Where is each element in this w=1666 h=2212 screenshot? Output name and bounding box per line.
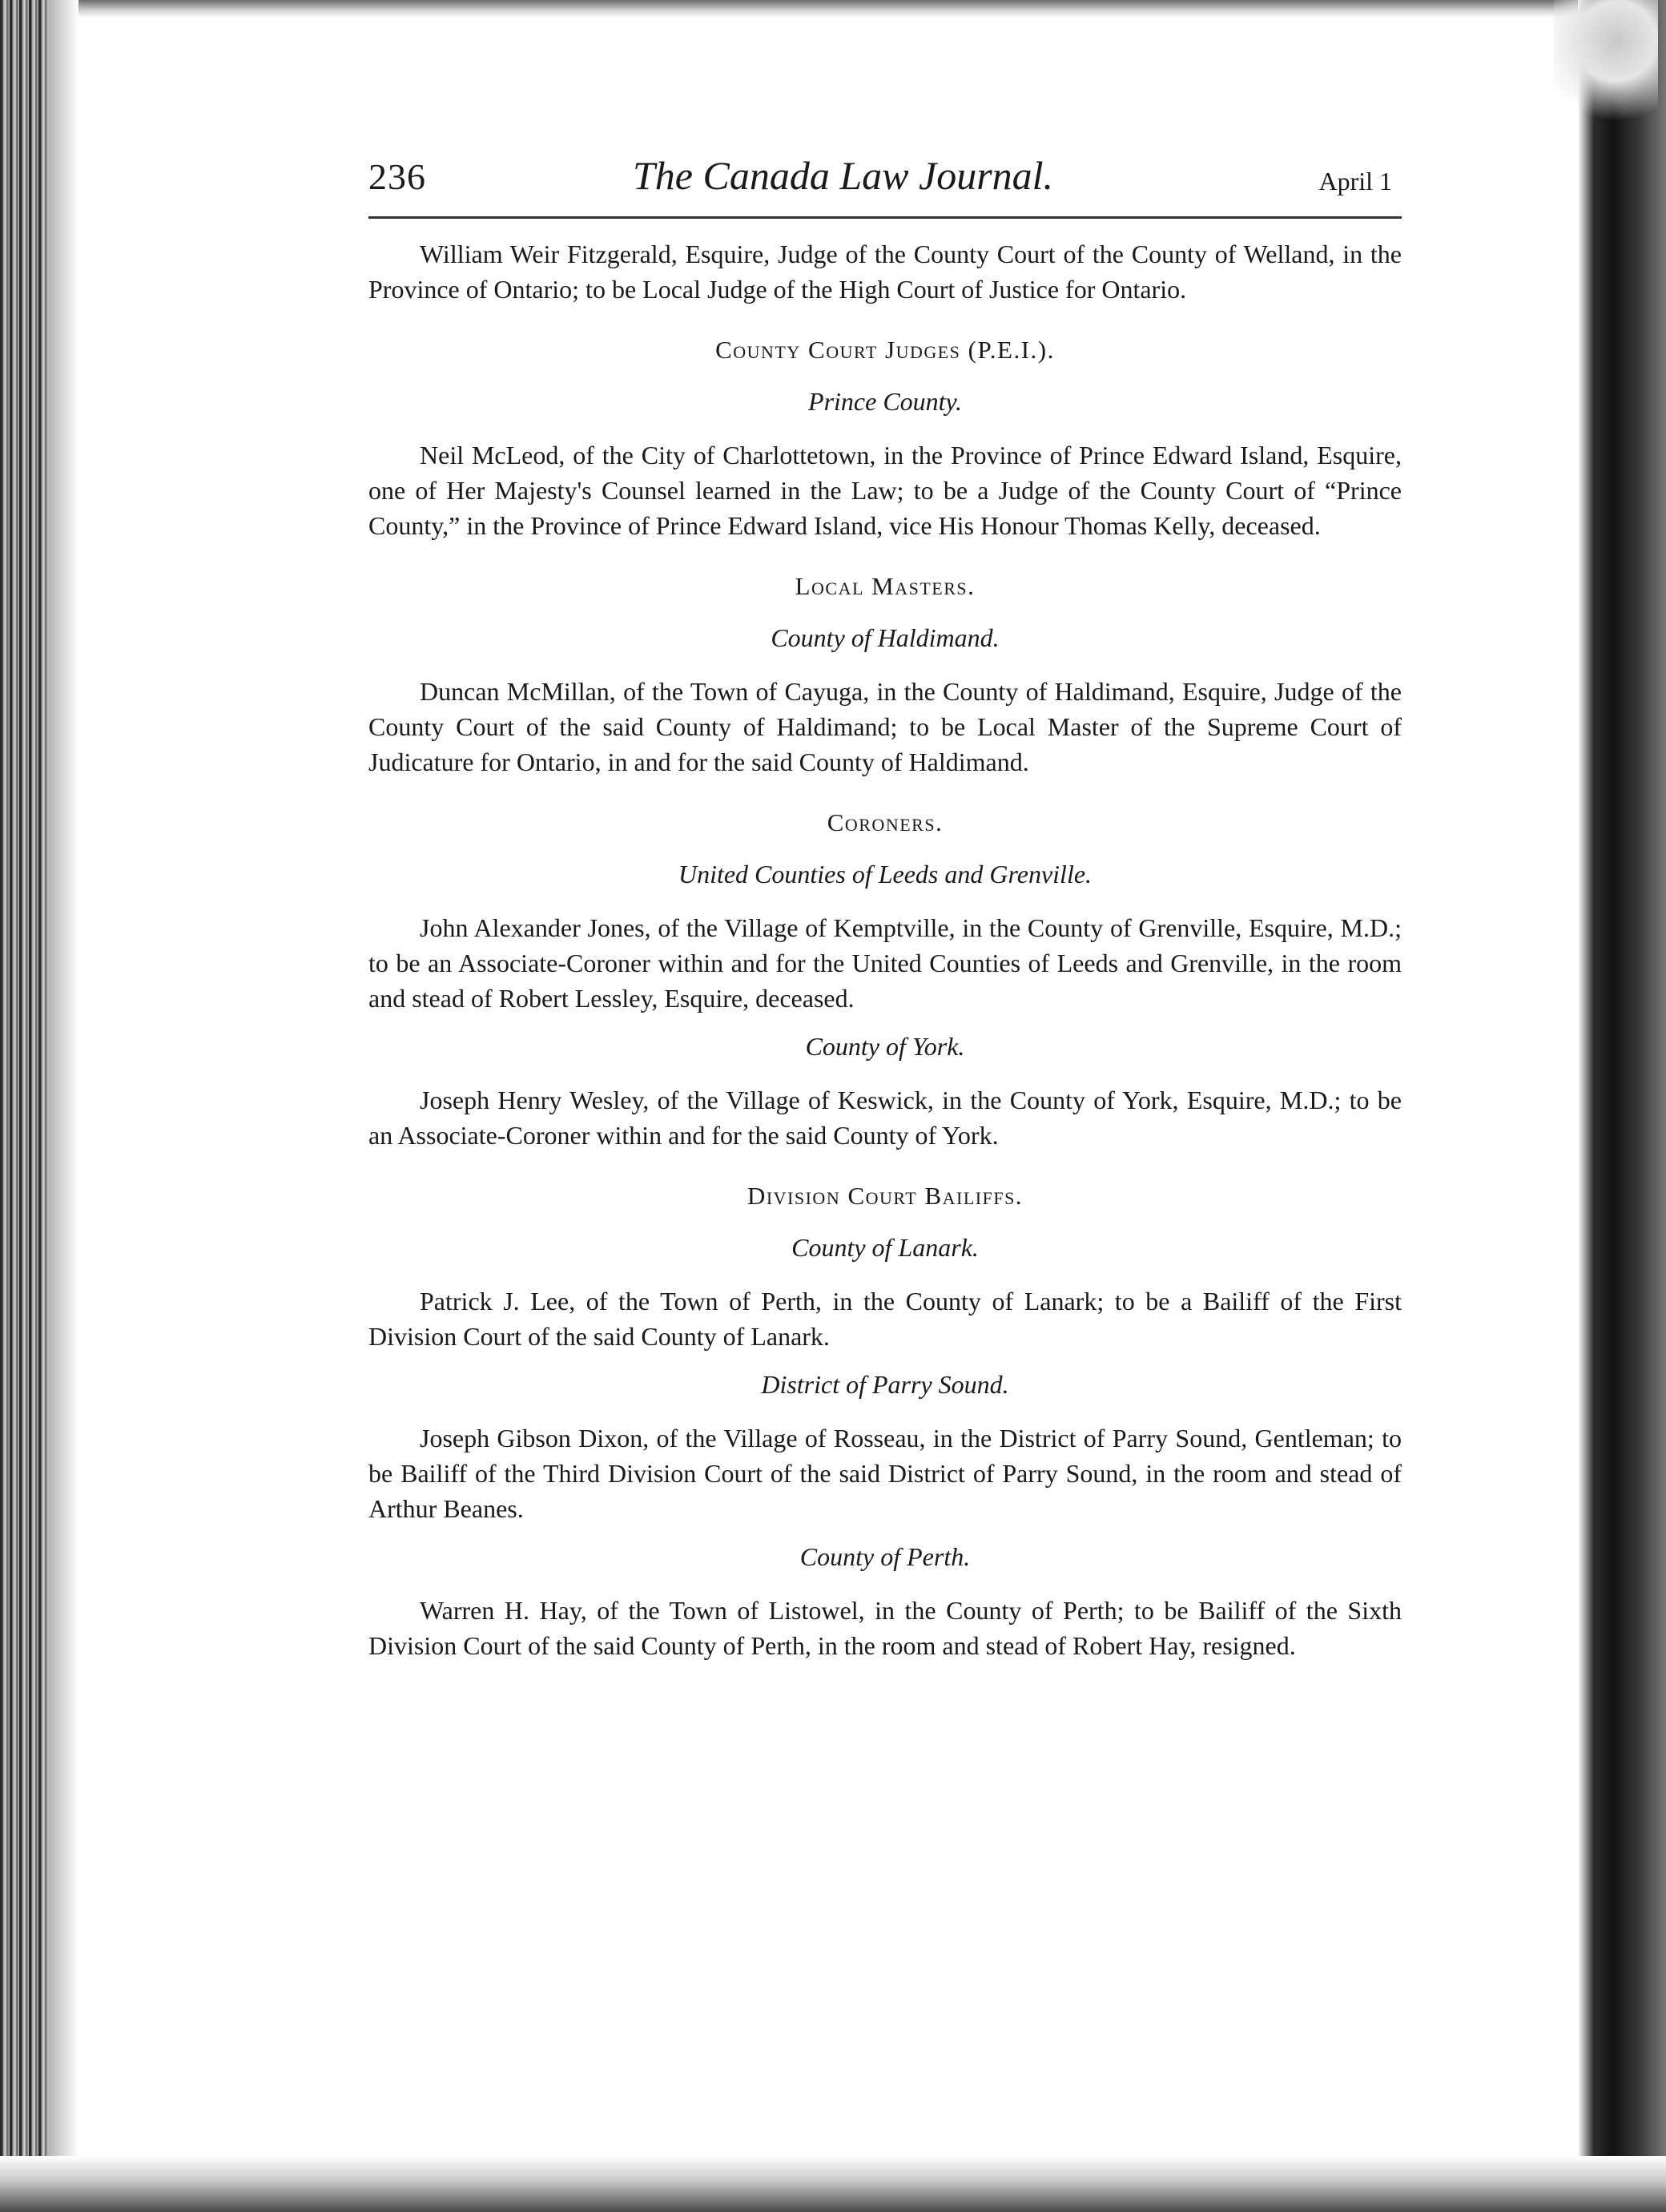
section-title: Local Masters. [795,572,976,600]
entry-text: Neil McLeod, of the City of Charlottetown, in the Province of Prince Edward Island, Esquire, one of Her Majesty's Counsel learned in the Law; to be a Judge of the County Court of “Prince County,” in the Province of Prince Edward Island, vice His Honour Thomas Kelly, deceased. [368,441,1402,540]
entry-subtitle: County of Haldimand. [771,623,1000,652]
scan-edge-bottom [0,2156,1666,2212]
section-coroners [368,808,1402,1153]
section-title: County Court Judges (P.E.I.). [715,336,1055,364]
entry-text: Joseph Henry Wesley, of the Village of Keswick, in the County of York, Esquire, M.D.; to be an Associate-Coroner within and for the said County of York. [368,1086,1402,1150]
journal-title: The Canada Law Journal. [633,153,1054,198]
scan-edge-top [0,0,1666,18]
section-county-court-judges [368,336,1402,543]
entry-text: Warren H. Hay, of the Town of Listowel, in the County of Perth; to be Bailiff of the Sixth Division Court of the said County of Perth, in the room and stead of Robert Hay, resigned. [368,1596,1402,1660]
entry-subtitle: County of Perth. [799,1542,971,1571]
section-local-masters [368,572,1402,780]
page-number: 236 [368,156,426,197]
entry-text: John Alexander Jones, of the Village of Kemptville, in the County of Grenville, Esquire, M.D.; to be an Associate-Coroner within and for the United Counties of Leeds and Grenville, in the room and stead of Robert Lessley, Esquire, deceased. [368,913,1402,1013]
entry-text: Duncan McMillan, of the Town of Cayuga, in the County of Haldimand, Esquire, Judge of the County Court of the said County of Haldimand; to be Local Master of the Supreme Court of Judicature for Ontario, in and for the said County of Haldimand. [368,677,1402,776]
scan-edge-left [0,0,46,2212]
scan-corner-stain [1554,0,1658,136]
intro-paragraph: William Weir Fitzgerald, Esquire, Judge of the County Court of the County of Welland, in the Province of Ontario; to be Local Judge of the High Court of Justice for Ontario. [368,240,1402,304]
scan-edge-left-fade [46,0,78,2212]
running-head [368,152,1402,219]
journal-page [368,152,1402,1673]
entry-subtitle: County of York. [805,1032,965,1061]
entry-text: Joseph Gibson Dixon, of the Village of Rosseau, in the District of Parry Sound, Gentleman; to be Bailiff of the Third Division Court of the said District of Parry Sound, in the room and stead of Arthur Beanes. [368,1424,1402,1523]
section-division-court-bailiffs [368,1182,1402,1663]
entry-subtitle: United Counties of Leeds and Grenville. [678,860,1093,888]
entry-subtitle: Prince County. [808,387,962,416]
scan-edge-right [1578,0,1666,2212]
issue-date: April 1 [1318,167,1392,195]
entry-text: Patrick J. Lee, of the Town of Perth, in the County of Lanark; to be a Bailiff of the First Division Court of the said County of Lanark. [368,1287,1402,1351]
section-title: Division Court Bailiffs. [746,1182,1024,1210]
entry-subtitle: County of Lanark. [791,1233,979,1262]
section-title: Coroners. [827,808,944,836]
entry-subtitle: District of Parry Sound. [761,1370,1009,1399]
